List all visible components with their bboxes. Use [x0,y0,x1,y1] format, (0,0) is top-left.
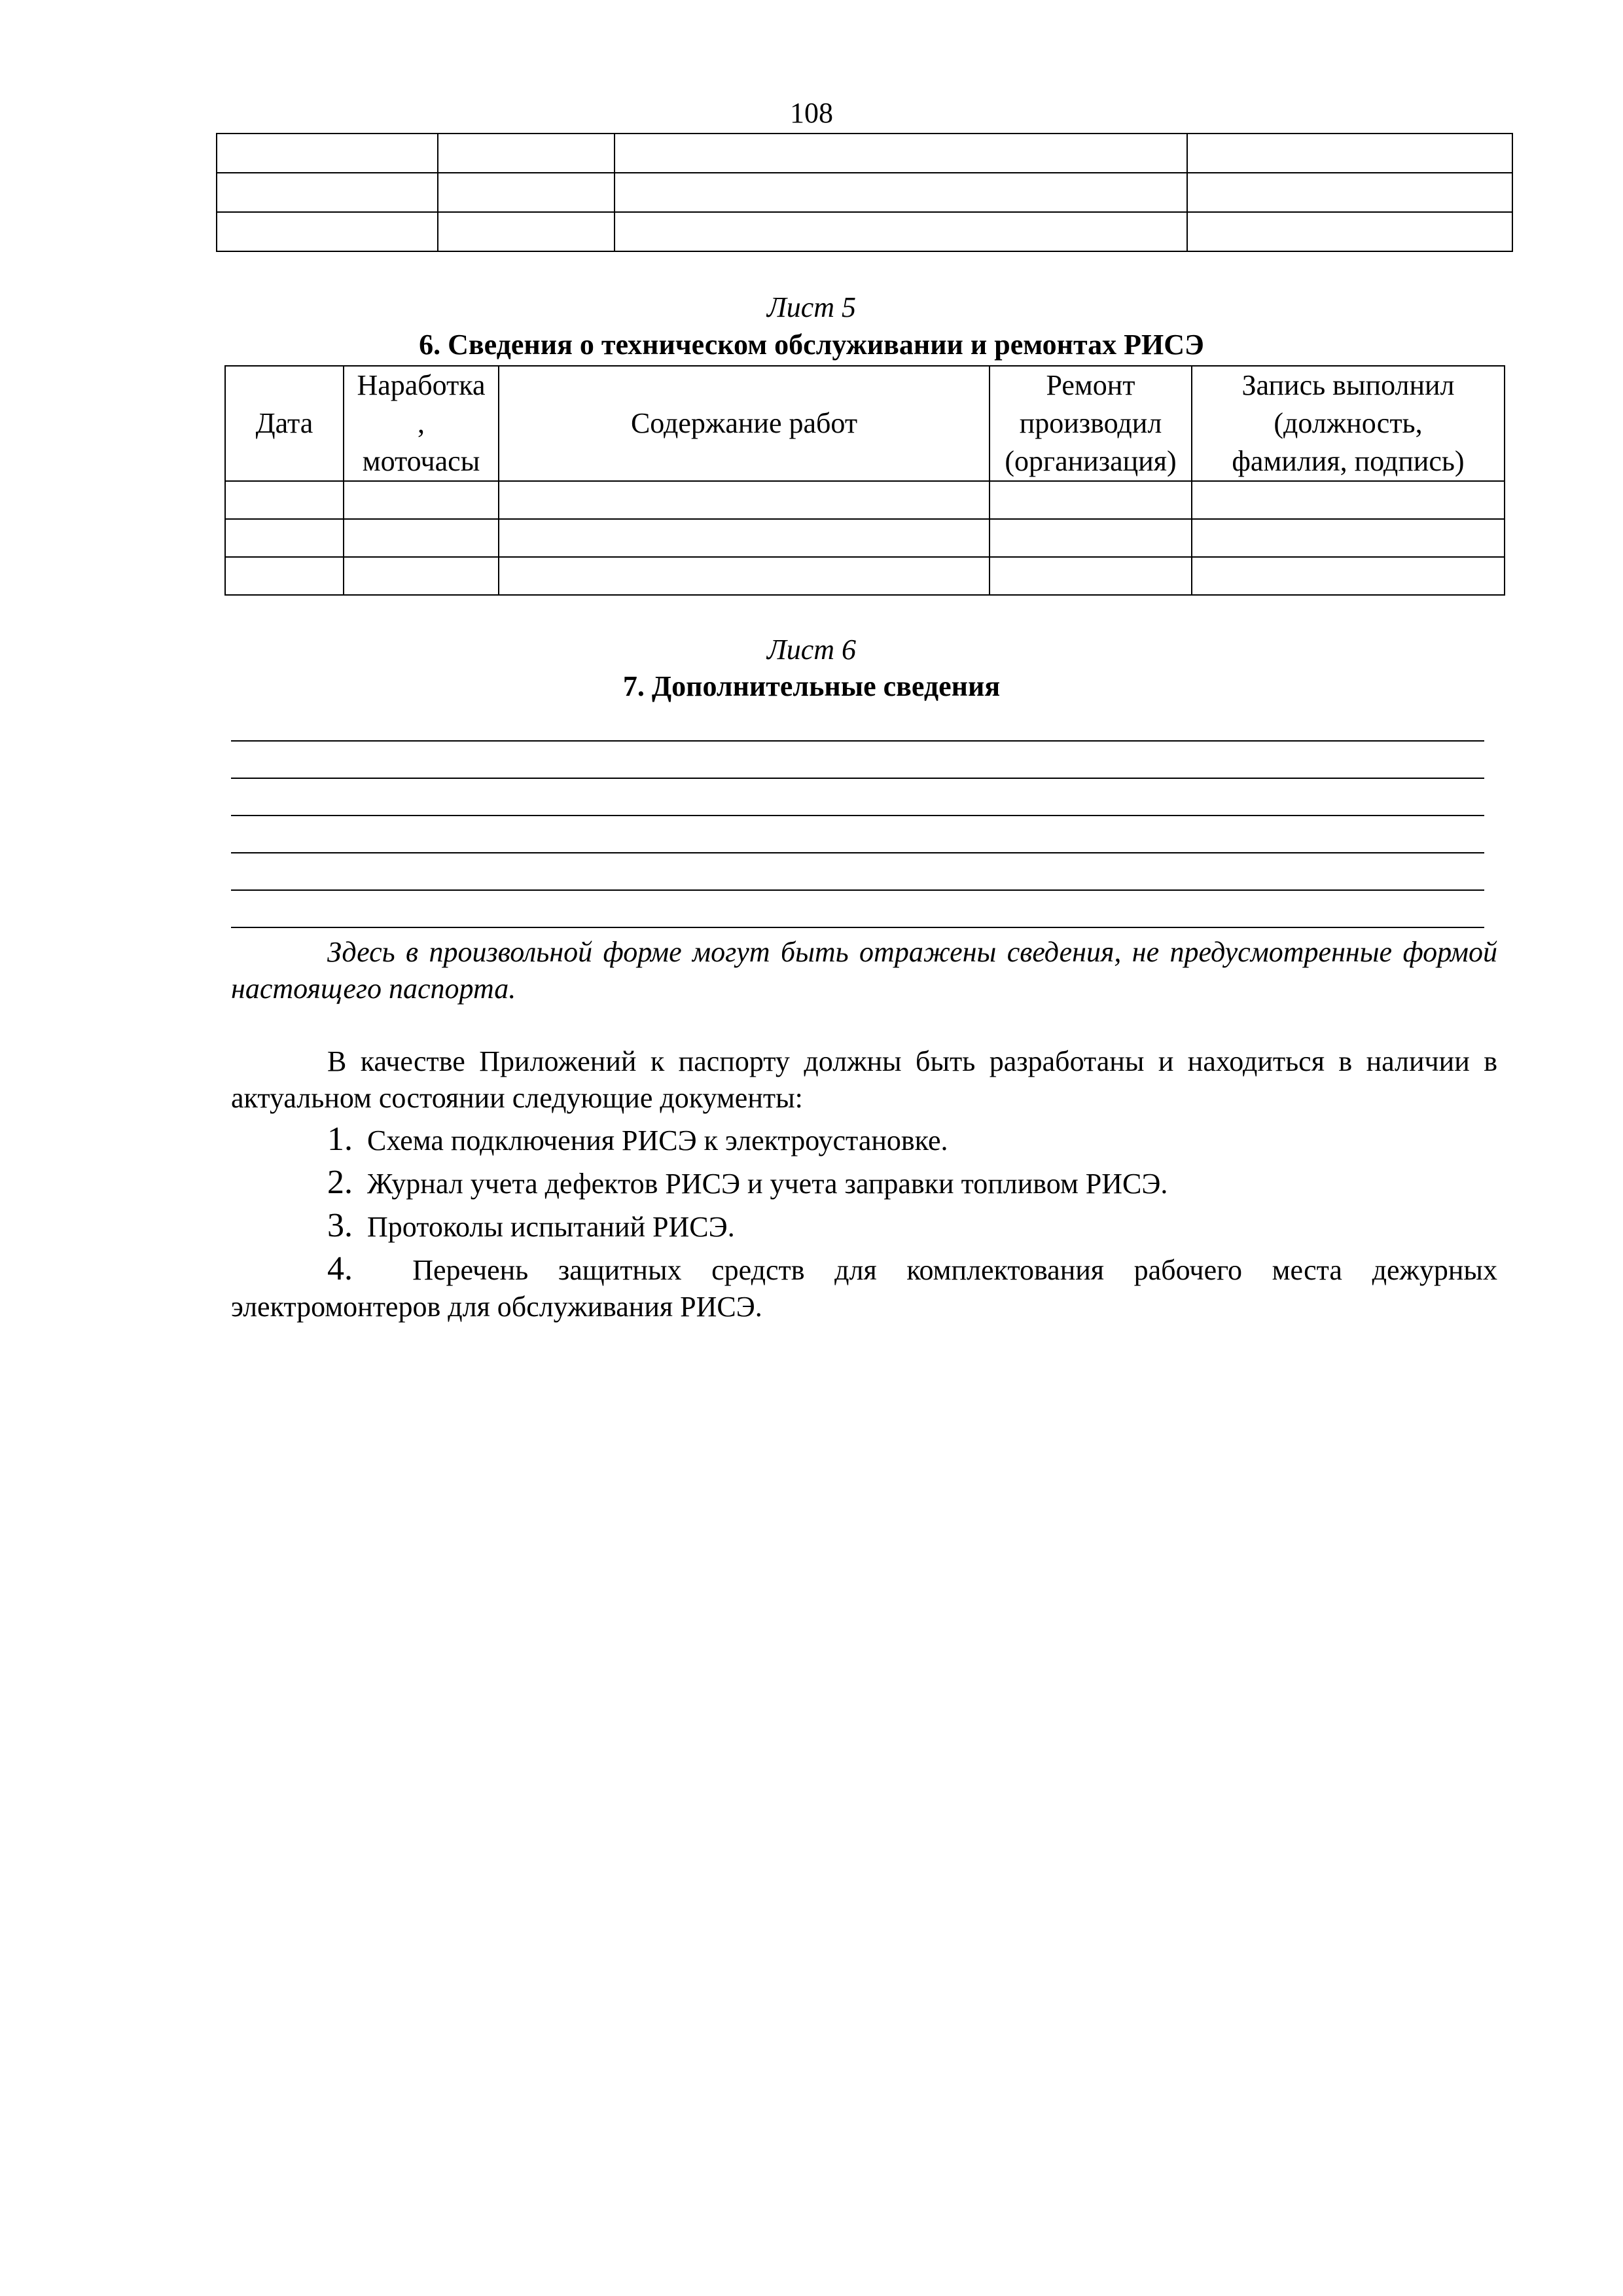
table-cell [1192,481,1505,519]
table-cell [217,173,438,212]
maintenance-table-header [225,366,1505,481]
table-cell [438,173,615,212]
table-cell [615,134,1187,173]
table-cell [1187,134,1512,173]
table-cell [615,212,1187,251]
table-cell [225,557,344,595]
table-cell [225,481,344,519]
table-cell [1192,519,1505,557]
continued-table [216,133,1513,252]
table-cell [499,481,990,519]
table-cell [1187,173,1512,212]
table-cell [499,557,990,595]
table-cell [225,519,344,557]
fill-line [231,740,1484,742]
table-row [217,134,1512,173]
header-repair: Ремонт производил (организация) [990,366,1192,481]
maintenance-table [224,365,1505,596]
appendix-item: 1. Схема подключения РИСЭ к электроустановке. [327,1121,948,1158]
table-cell [344,481,499,519]
table-cell [1187,212,1512,251]
table-cell [990,519,1192,557]
table-row [225,557,1505,595]
sheet6-label: Лист 6 [766,634,857,666]
fill-line [231,889,1484,891]
table-cell [1192,557,1505,595]
header-content: Содержание работ [499,366,990,481]
table-cell [499,519,990,557]
fill-line [231,815,1484,816]
table-cell [615,173,1187,212]
fill-line [231,778,1484,779]
table-cell [438,134,615,173]
table-cell [217,212,438,251]
table-cell [344,557,499,595]
appendix-item: 2. Журнал учета дефектов РИСЭ и учета заправки топливом РИСЭ. [327,1164,1168,1201]
header-record: Запись выполнил (должность, фамилия, подпись) [1192,366,1505,481]
table-cell [217,134,438,173]
sheet6-title: 7. Дополнительные сведения [622,670,1001,702]
appendix-intro: В качестве Приложений к паспорту должны быть разработаны и находиться в наличии в актуальном состоянии следующие документы: [231,1045,1497,1114]
table-row [217,173,1512,212]
table-row [225,519,1505,557]
table-cell [990,481,1192,519]
table-row [225,481,1505,519]
sheet5-title: 6. Сведения о техническом обслуживании и ремонтах РИСЭ [419,329,1204,361]
fill-line [231,852,1484,853]
fill-line [231,927,1484,928]
header-date: Дата [225,366,344,481]
table-cell [990,557,1192,595]
page-number: 108 [790,97,833,129]
sheet5-label: Лист 5 [766,291,857,323]
table-cell [344,519,499,557]
appendix-item: 4. Перечень защитных средств для комплектования рабочего места дежурных электромонтеров для обслуживания РИСЭ. [231,1250,1497,1323]
header-hours: Наработка , моточасы [344,366,499,481]
table-row [217,212,1512,251]
appendix-item: 3. Протоколы испытаний РИСЭ. [327,1207,735,1244]
free-form-note: Здесь в произвольной форме могут быть отражены сведения, не предусмотренные формой настоящего паспорта. [231,936,1497,1005]
table-cell [438,212,615,251]
